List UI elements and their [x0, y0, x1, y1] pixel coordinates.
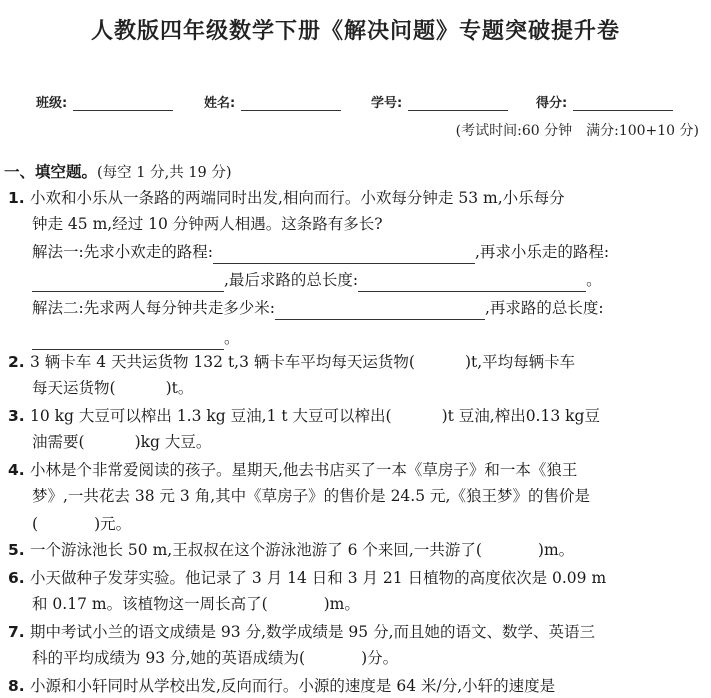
question-text: )m。 [537, 541, 575, 559]
method-text: 解法一:先求小欢走的路程: [32, 243, 213, 261]
q1-method-1-line-2 [32, 268, 602, 292]
exam-meta: (考试时间:60 分钟 满分:100+10 分) [455, 123, 699, 139]
question-4-line-2 [32, 484, 590, 508]
question-text: 小欢和小乐从一条路的两端同时出发,相向而行。小欢每分钟走 53 m,小乐每分 [30, 189, 565, 207]
score-blank[interactable] [573, 95, 673, 111]
question-text: 油需要( [32, 433, 85, 451]
question-text: 钟走 45 m,经过 10 分钟两人相遇。这条路有多长? [32, 215, 383, 233]
question-number: 2. [8, 353, 25, 371]
question-text: )t 豆油,榨出0.13 kg豆 [441, 407, 600, 425]
method-text: 。 [586, 271, 602, 289]
student-id-label: 学号: [371, 96, 403, 111]
section-heading [4, 160, 232, 185]
name-field [204, 92, 341, 111]
score-field [536, 92, 673, 111]
question-text: )元。 [94, 515, 132, 533]
question-text: 10 kg 大豆可以榨出 1.3 kg 豆油,1 t 大豆可以榨出( [30, 407, 392, 425]
question-7-line-1 [8, 620, 595, 644]
q1-method-2-line-1 [32, 296, 604, 320]
question-text: 梦》,一共花去 38 元 3 角,其中《草房子》的售价是 24.5 元,《狼王梦》的售价是 [32, 487, 590, 505]
student-id-blank[interactable] [408, 95, 508, 111]
student-info-row [36, 92, 696, 114]
question-4-line-1 [8, 458, 577, 482]
question-text: )t,平均每辆卡车 [464, 353, 576, 371]
question-text: 小天做种子发芽实验。他记录了 3 月 14 日和 3 月 21 日植物的高度依次是 0.09 m [30, 569, 607, 587]
question-number: 3. [8, 407, 25, 425]
question-text: )m。 [323, 595, 360, 613]
question-text: 小源和小轩同时从学校出发,反向而行。小源的速度是 64 米/分,小轩的速度是 [30, 677, 556, 695]
question-8-line-1 [8, 674, 555, 698]
question-text: 期中考试小兰的语文成绩是 93 分,数学成绩是 95 分,而且她的语文、数学、英语三 [30, 623, 596, 641]
q1-method-2-line-2 [32, 326, 240, 350]
question-text: ( [32, 515, 39, 533]
answer-blank[interactable] [213, 245, 475, 264]
question-1-line-1 [8, 186, 565, 210]
answer-blank[interactable] [32, 273, 224, 292]
question-7-line-2 [32, 646, 398, 670]
question-text: )t。 [165, 379, 194, 397]
question-4-line-3 [32, 512, 131, 536]
question-number: 6. [8, 569, 25, 587]
method-text: ,再求小乐走的路程: [474, 243, 610, 261]
answer-blank[interactable] [32, 331, 224, 350]
question-text: 小林是个非常爱阅读的孩子。星期天,他去书店买了一本《草房子》和一本《狼王 [30, 461, 578, 479]
page-title: 人教版四年级数学下册《解决问题》专题突破提升卷 [90, 18, 620, 44]
question-3-line-1 [8, 404, 600, 428]
question-number: 7. [8, 623, 25, 641]
question-3-line-2 [32, 430, 211, 454]
question-6-line-1 [8, 566, 606, 590]
class-field [36, 92, 173, 111]
section-note: (每空 1 分,共 19 分) [97, 165, 232, 181]
method-text: ,最后求路的总长度: [224, 271, 359, 289]
question-text: )kg 大豆。 [134, 433, 212, 451]
question-text: 每天运货物( [32, 379, 116, 397]
name-blank[interactable] [241, 95, 341, 111]
question-1-line-2 [32, 212, 383, 236]
question-2-line-1 [8, 350, 575, 374]
answer-blank[interactable] [275, 301, 485, 320]
question-number: 8. [8, 677, 25, 695]
class-label: 班级: [36, 96, 68, 111]
question-text: 一个游泳池长 50 m,王叔叔在这个游泳池游了 6 个来回,一共游了( [30, 541, 482, 559]
question-text: )分。 [361, 649, 399, 667]
q1-method-1-line-1 [32, 240, 609, 264]
name-label: 姓名: [204, 96, 236, 111]
method-text: ,再求路的总长度: [484, 299, 604, 317]
question-number: 1. [8, 189, 25, 207]
question-text: 3 辆卡车 4 天共运货物 132 t,3 辆卡车平均每天运货物( [30, 353, 415, 371]
student-id-field [371, 92, 508, 111]
question-text: 和 0.17 m。该植物这一周长高了( [32, 595, 268, 613]
answer-blank[interactable] [358, 273, 586, 292]
section-title: 一、填空题。 [4, 163, 98, 181]
question-number: 5. [8, 541, 25, 559]
method-text: 解法二:先求两人每分钟共走多少米: [32, 299, 275, 317]
question-text: 科的平均成绩为 93 分,她的英语成绩为( [32, 649, 306, 667]
question-5-line-1 [8, 538, 574, 562]
question-6-line-2 [32, 592, 360, 616]
class-blank[interactable] [73, 95, 173, 111]
method-text: 。 [224, 329, 240, 347]
question-2-line-2 [32, 376, 193, 400]
question-number: 4. [8, 461, 25, 479]
score-label: 得分: [536, 96, 568, 111]
